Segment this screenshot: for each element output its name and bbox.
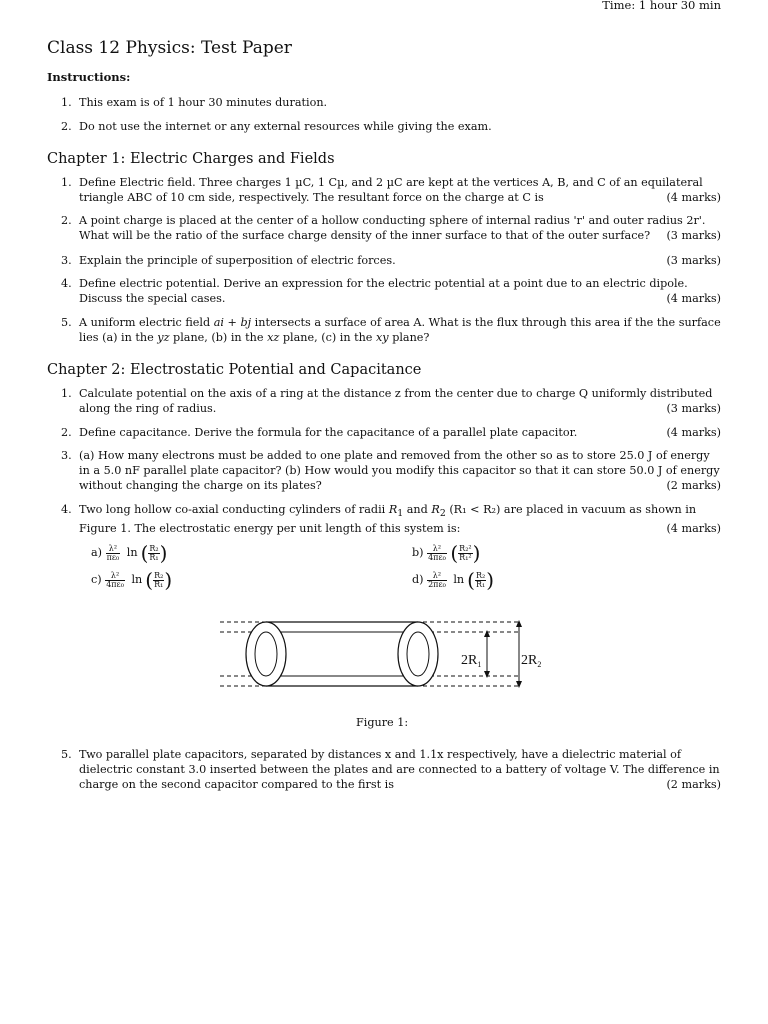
item-number: 2.: [61, 214, 72, 227]
marks-label: (3 marks): [666, 254, 721, 267]
option-d: d) $\frac{\text{λ²}}{\text{2πε₀}}$ ln ( $\frac{\text{R₂}}{\text{R₁}}$ ): [412, 568, 495, 592]
marks-label: (2 marks): [666, 479, 721, 492]
figure-caption: Figure 1:: [356, 716, 409, 729]
question-item: [61, 315, 721, 345]
instruction-text: Do not use the internet or any external resources while giving the exam.: [79, 120, 492, 133]
marks-label: (3 marks): [666, 402, 721, 415]
question-item: [61, 276, 721, 306]
question-item: [61, 386, 721, 416]
item-number: 5.: [61, 748, 72, 761]
marks-label: (4 marks): [666, 426, 721, 439]
item-number: 3.: [61, 254, 72, 267]
item-number: 4.: [61, 503, 72, 516]
item-number: 4.: [61, 277, 72, 290]
page-title: Class 12 Physics: Test Paper: [47, 38, 292, 58]
option-c: c) $\frac{\text{λ²}}{\text{4πε₀}}$ ln ( $\frac{\text{R₂}}{\text{R₁}}$ ): [91, 568, 173, 592]
question-item: [61, 213, 721, 243]
chapter1-heading: Chapter 1: Electric Charges and Fields: [47, 151, 335, 167]
question-text: Two parallel plate capacitors, separated by distances x and 1.1x respectively, have a dielectric material of dielectric constant 3.0 inserted between the plates and are connected to a battery of voltage V. The difference in charge on the second capacitor compared to the first is (2 marks): [79, 748, 721, 791]
option-a: a) $\frac{\text{λ²}}{\text{πε₀}}$ ln ( $\frac{\text{R₂}}{\text{R₁}}$ ): [91, 541, 168, 565]
option-b: b) $\frac{\text{λ²}}{\text{4πε₀}}$ ( $\frac{\text{R₂²}}{\text{R₁²}}$ ): [412, 541, 481, 565]
instruction-item: [61, 119, 721, 134]
marks-label: (3 marks): [666, 229, 721, 242]
question-text: Two long hollow co-axial conducting cylinders of radii $R_1$ and $R_2$ (R₁ < R₂) are placed in vacuum as shown in Figure 1. The electrostatic energy per unit length of this system is: (4 marks): [79, 503, 721, 536]
chapter2-heading: Chapter 2: Electrostatic Potential and Capacitance: [47, 362, 422, 378]
question-text: Define capacitance. Derive the formula for the capacitance of a parallel plate capacitor. (4 marks): [79, 426, 721, 439]
question-text: A uniform electric field ai + bj intersects a surface of area A. What is the flux through this area if the the surface lies (a) in the yz plane, (b) in the xz plane, (c) in the xy plane?: [79, 316, 721, 344]
question-text: Explain the principle of superposition of electric forces. (3 marks): [79, 254, 721, 267]
instruction-text: This exam is of 1 hour 30 minutes duration.: [79, 96, 328, 109]
question-item: [61, 175, 721, 205]
question-text: A point charge is placed at the center of a hollow conducting sphere of internal radius 'r' and outer radius 2r'. What will be the ratio of the surface charge density of the inner surface to that of the outer surface? (3 marks): [79, 214, 721, 242]
item-number: 2.: [61, 426, 72, 439]
marks-label: (4 marks): [666, 522, 721, 536]
item-number: 1.: [61, 96, 72, 109]
inner-diameter-label: $2R_1$: [461, 653, 482, 669]
exam-time: Time: 1 hour 30 min: [602, 0, 721, 12]
question-item: [61, 747, 721, 792]
item-number: 5.: [61, 316, 72, 329]
item-number: 1.: [61, 176, 72, 189]
question-text: Define Electric field. Three charges 1 µC, 1 Cµ, and 2 µC are kept at the vertices A, B, and C of an equilateral triangle ABC of 10 cm side, respectively. The resultant force on the charge at C is (4 marks): [79, 176, 721, 204]
marks-label: (4 marks): [666, 292, 721, 305]
coaxial-cylinders-figure: [218, 612, 558, 702]
question-item: [61, 448, 721, 493]
question-item: [61, 425, 721, 440]
question-item: [61, 253, 721, 268]
outer-diameter-label: $2R_2$: [521, 653, 542, 669]
instructions-heading: Instructions:: [47, 70, 131, 84]
item-number: 2.: [61, 120, 72, 133]
instruction-item: [61, 95, 721, 110]
question-text: (a) How many electrons must be added to one plate and removed from the other so as to store 25.0 J of energy in a 5.0 nF parallel plate capacitor? (b) How would you modify this capacitor so that it can store 50.0 J of energy without changing the charge on its plates? (2 marks): [79, 449, 721, 492]
question-text: Define electric potential. Derive an expression for the electric potential at a point due to an electric dipole. Discuss the special cases. (4 marks): [79, 277, 721, 305]
marks-label: (4 marks): [666, 191, 721, 204]
question-item: [61, 502, 721, 536]
marks-label: (2 marks): [666, 778, 721, 791]
item-number: 1.: [61, 387, 72, 400]
question-text: Calculate potential on the axis of a ring at the distance z from the center due to charge Q uniformly distributed along the ring of radius. (3 marks): [79, 387, 721, 415]
item-number: 3.: [61, 449, 72, 462]
